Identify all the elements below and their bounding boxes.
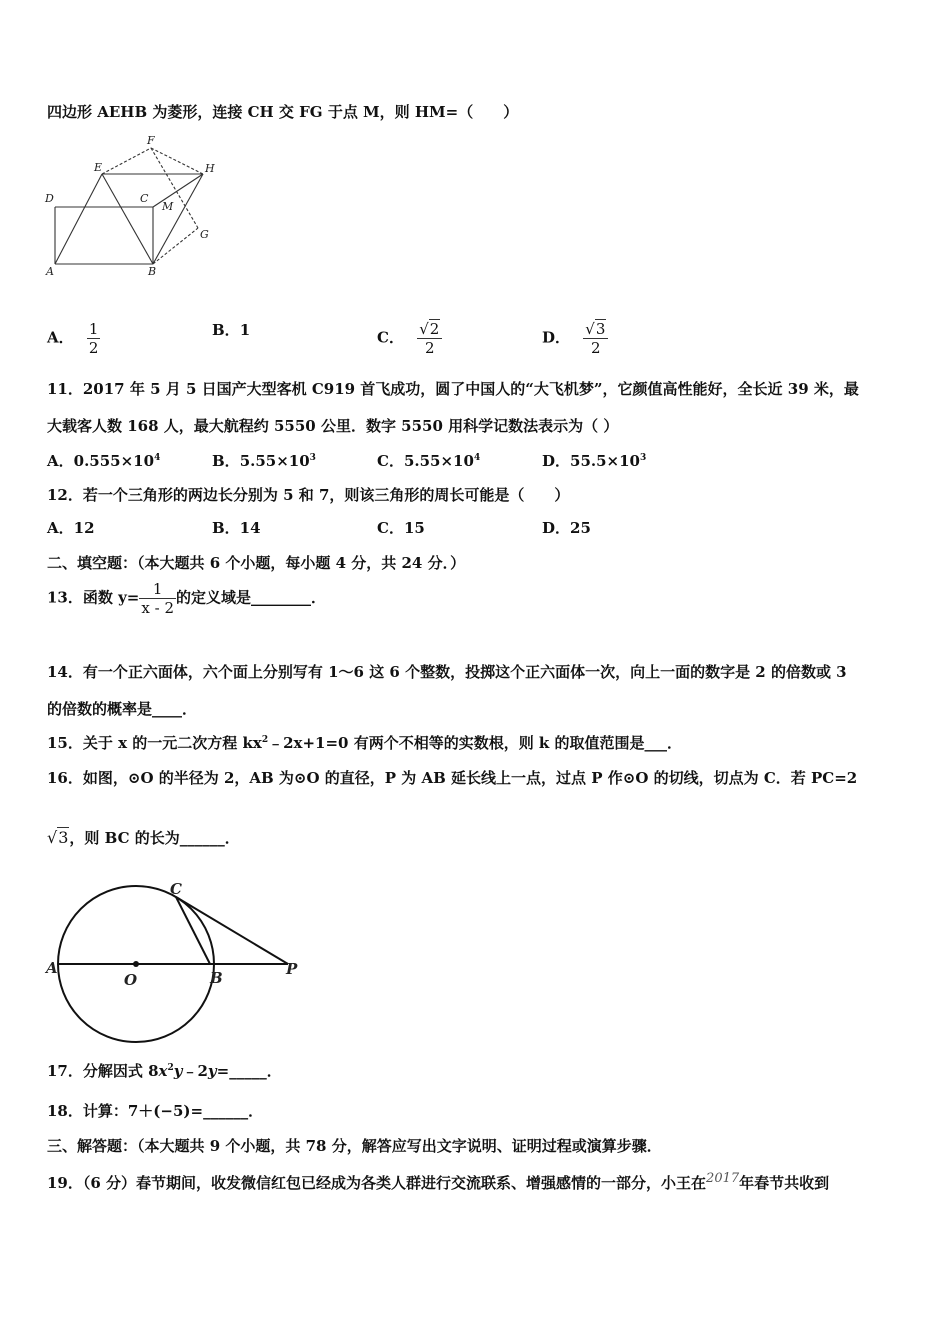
label-c: C — [140, 192, 149, 205]
q10-option-b: B．1 — [212, 321, 251, 339]
q12-stem: 12．若一个三角形的两边长分别为 5 和 7，则该三角形的周长可能是（ ） — [47, 486, 570, 504]
label-a: A — [46, 265, 54, 278]
label-o: O — [124, 971, 138, 989]
q14-line1: 14．有一个正六面体，六个面上分别写有 1～6 这 6 个整数，投掷这个正六面体一次，向上一面的数字是 2 的倍数或 3 — [47, 663, 847, 681]
label-d: D — [45, 192, 54, 205]
label-a: A — [46, 959, 58, 977]
q11-line1: 11．2017 年 5 月 5 日国产大型客机 C919 首飞成功，圆了中国人的“大飞机梦”，它颜值高性能好，全长近 39 米，最 — [47, 380, 859, 398]
q17-line: 17．分解因式 $8x^2y﹣2y=\_\_\_\_\_$． — [47, 1062, 282, 1080]
label-c: C — [170, 880, 182, 898]
q18-line: 18．计算：7＋(−5)=______． — [47, 1102, 264, 1120]
q12-option-d: D．25 — [542, 519, 591, 537]
q16-line1: 16．如图，⊙O 的半径为 2，AB 为⊙O 的直径，P 为 AB 延长线上一点，过点 P 作⊙O 的切线，切点为 C．若 PC=2 — [47, 769, 858, 787]
label-f: F — [147, 134, 155, 147]
q19-line: 19．（6 分）春节期间，收发微信红包已经成为各类人群进行交流联系、增强感情的一部分，小王在$^{2017}$年春节共收到 — [47, 1171, 830, 1192]
q14-line2: 的倍数的概率是____． — [47, 700, 198, 718]
label-g: G — [200, 228, 209, 241]
label-e: E — [94, 161, 103, 174]
q10-stem: 四边形 AEHB 为菱形，连接 CH 交 FG 于点 M，则 HM=（ ） — [47, 103, 519, 121]
q15-line: 15．关于 x 的一元二次方程 $kx^2﹣2x+1=0$ 有两个不相等的实数根，则 k 的取值范围是___． — [47, 734, 683, 752]
q10-option-d: D． $\frac{√3}{2}$ — [542, 320, 608, 357]
q10-option-a: A． $\frac{1}{2}$ — [47, 320, 99, 357]
q16-line2: √3，则 BC 的长为______． — [47, 828, 240, 847]
section-fill-in-title: 二、填空题：（本大题共 6 个小题，每小题 4 分，共 24 分．） — [47, 554, 466, 572]
label-b: B — [148, 265, 157, 278]
label-m: M — [162, 200, 174, 213]
q13-line: 13．函数 y= $\frac{1}{x - 2}$ 的定义域是________． — [47, 580, 327, 617]
q10-option-c: C． $\frac{√2}{2}$ — [377, 320, 442, 357]
q12-option-b: B．14 — [212, 519, 261, 537]
q11-option-c: C．$5.55\times 10^4$ — [377, 452, 481, 470]
label-b: B — [210, 969, 223, 987]
section-answer-title: 三、解答题：（本大题共 9 个小题，共 78 分，解答应写出文字说明、证明过程或演算步骤． — [47, 1137, 662, 1155]
label-p: P — [286, 960, 298, 978]
q11-option-b: B．$5.55\times 10^3$ — [212, 452, 316, 470]
label-h: H — [205, 162, 215, 175]
q12-option-a: A．12 — [47, 519, 95, 537]
q12-option-c: C．15 — [377, 519, 425, 537]
q11-option-a: A．$0.555\times 10^4$ — [47, 452, 161, 470]
rhombus-figure — [40, 130, 220, 280]
circle-tangent-figure — [40, 875, 310, 1045]
q11-line2: 大载客人数 168 人，最大航程约 5550 公里．数字 5550 用科学记数法表示为（ ） — [47, 417, 619, 435]
q11-option-d: D．$55.5\times 10^3$ — [542, 452, 647, 470]
